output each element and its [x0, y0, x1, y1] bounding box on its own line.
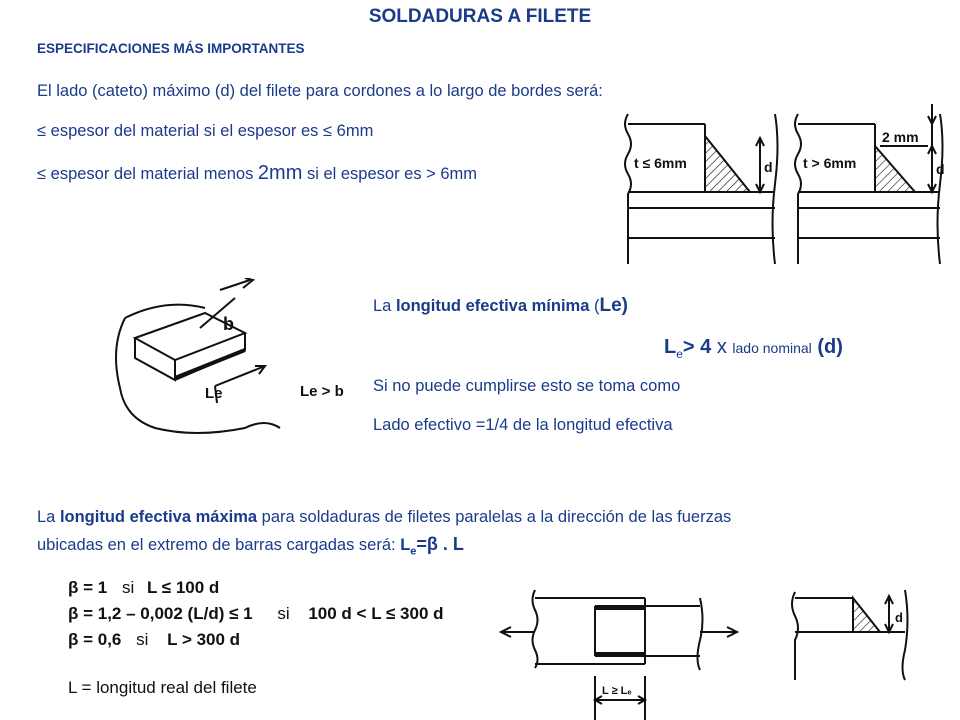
diagram-t-le-6mm — [625, 114, 778, 264]
label-b: b — [223, 314, 234, 334]
max-length-text-a: La — [37, 508, 60, 526]
formula-gt: > 4 — [682, 336, 712, 358]
edge-fillet-figure — [610, 104, 950, 266]
max-length-eq: =β . L — [416, 534, 464, 554]
max-length-line-2 — [37, 534, 464, 557]
diagram-t-gt-6mm — [795, 104, 943, 264]
beta-2-cond: 100 d < L ≤ 300 d — [308, 604, 444, 623]
beta-3: β = 0,6 — [68, 630, 122, 649]
beta-3-cond: L > 300 d — [167, 630, 241, 649]
min-length-text-a: La — [373, 297, 396, 315]
formula-L: L — [664, 336, 677, 358]
rule2-text-c: si el espesor es > 6mm — [302, 165, 478, 183]
min-length-title — [373, 295, 628, 317]
label-le: Le — [205, 385, 223, 402]
beta-row-2 — [68, 604, 444, 624]
label-t-gt-6mm: t > 6mm — [803, 155, 857, 171]
beta-row-4: L = longitud real del filete — [68, 678, 257, 697]
max-size-rule-1: ≤ espesor del material si el espesor es ≤ 6mm — [37, 122, 374, 140]
formula-d: (d) — [811, 336, 843, 358]
max-length-text-c: para soldaduras de filetes paralelas a la dirección de las fuerzas — [257, 508, 732, 526]
max-length-L: L — [400, 536, 411, 554]
bars-figure — [495, 580, 935, 720]
min-length-le: Le) — [599, 295, 628, 316]
beta-2: β = 1,2 – 0,002 (L/d) ≤ 1 — [68, 604, 253, 623]
min-length-text-c: ( — [589, 297, 600, 315]
label-d-bars: d — [895, 610, 903, 625]
beta-1: β = 1 — [68, 578, 108, 597]
beta-row-3 — [68, 630, 240, 650]
formula-sub-e: e — [676, 347, 683, 361]
beta-row-1 — [68, 578, 219, 598]
beta-1-cond: L ≤ 100 d — [146, 578, 220, 597]
max-size-intro: El lado (cateto) máximo (d) del filete para cordones a lo largo de bordes será: — [37, 82, 603, 100]
section-subtitle: ESPECIFICACIONES MÁS IMPORTANTES — [37, 41, 305, 56]
label-d-left: d — [764, 159, 773, 175]
beta-2-si: si — [277, 604, 290, 623]
rule2-2mm: 2mm — [257, 162, 303, 184]
max-size-rule-2 — [37, 162, 477, 185]
max-length-sub-e: e — [410, 545, 417, 558]
label-t-le-6mm: t ≤ 6mm — [634, 155, 687, 171]
label-d-right: d — [936, 161, 945, 177]
formula-lado-nominal: lado nominal — [732, 340, 812, 356]
rule2-text-a: ≤ espesor del material menos — [37, 165, 258, 183]
label-L-ge-Le: L ≥ Lₑ — [602, 685, 632, 697]
beta-3-si: si — [136, 630, 149, 649]
min-length-formula — [664, 336, 843, 361]
min-length-bold: longitud efectiva mínima — [395, 297, 590, 315]
plate-fillet-figure — [105, 278, 360, 443]
formula-x: x — [711, 336, 733, 358]
label-2mm: 2 mm — [882, 129, 919, 145]
page-title: SOLDADURAS A FILETE — [368, 6, 592, 27]
max-length-line-1 — [37, 508, 731, 527]
min-length-line-3: Si no puede cumplirse esto se toma como — [373, 377, 681, 395]
beta-1-si: si — [121, 578, 135, 597]
min-length-line-4: Lado efectivo =1/4 de la longitud efectiva — [373, 416, 673, 434]
label-le-gt-b: Le > b — [300, 383, 344, 400]
max-length-text-d: ubicadas en el extremo de barras cargadas será: — [37, 536, 401, 554]
max-length-bold: longitud efectiva máxima — [59, 508, 258, 526]
